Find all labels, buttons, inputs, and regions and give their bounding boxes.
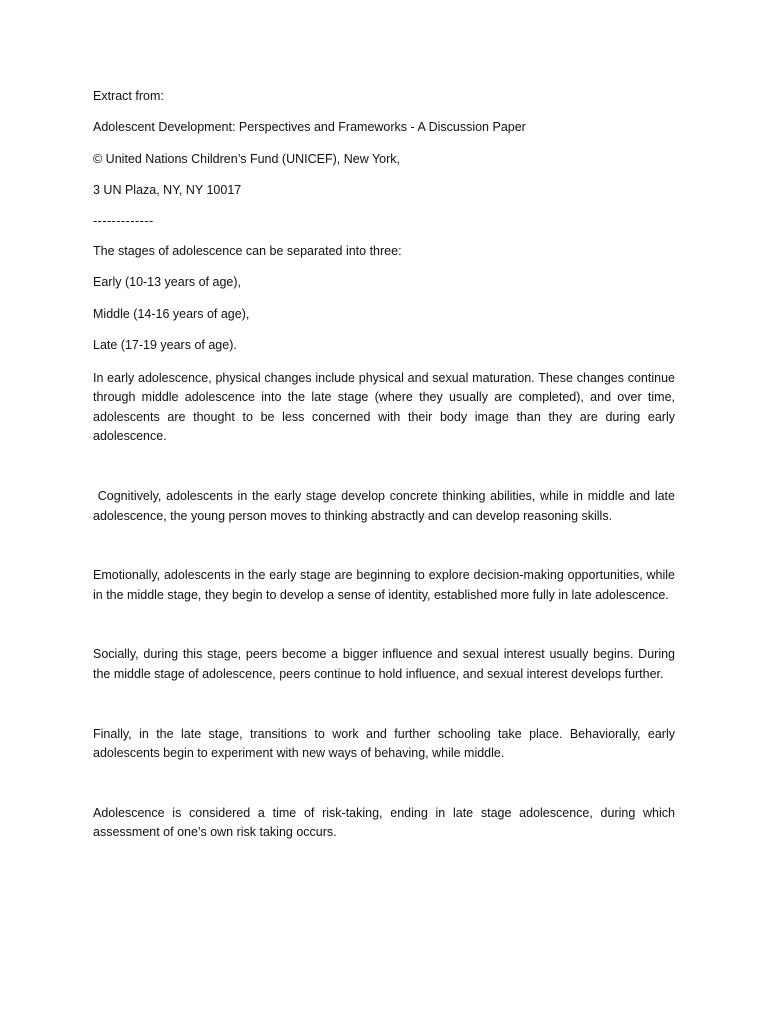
paragraph-gap: [93, 685, 675, 725]
source-citation: [93, 88, 675, 198]
stages-list: [93, 243, 675, 353]
paragraph-social: Socially, during this stage, peers become a bigger influence and sexual interest usually begins. During the middle stage of adolescence, peers continue to hold influence, and sexual interest develops further.: [93, 647, 675, 682]
document-body: [93, 88, 679, 843]
address-line: 3 UN Plaza, NY, NY 10017: [93, 182, 242, 197]
paragraph-emotional: Emotionally, adolescents in the early stage are beginning to explore decision-making opportunities, while in the middle stage, they begin to develop a sense of identity, established more fully in late adolescence.: [93, 568, 675, 602]
paragraph-gap: [93, 764, 675, 804]
paragraph-gap: [93, 605, 675, 645]
extract-label: Extract from:: [93, 89, 164, 103]
stage-item-middle: Middle (14-16 years of age),: [93, 306, 250, 321]
paragraph-gap: [93, 447, 675, 487]
paragraph-gap: [93, 526, 675, 566]
separator-line: -------------: [93, 214, 154, 229]
paragraph-late-stage: Finally, in the late stage, transitions to work and further schooling take place. Behaviorally, early adolescents begin to experiment with new ways of behaving, while middle.: [93, 726, 675, 761]
copyright-line: © United Nations Children’s Fund (UNICEF), New York,: [93, 151, 401, 166]
paragraph-physical: In early adolescence, physical changes include physical and sexual maturation. These changes continue through middle adolescence into the late stage (where they usually are completed), and over time, adolescents are thought to be less concerned with their body image than they are during early adolescence.: [93, 370, 675, 444]
stages-intro: The stages of adolescence can be separated into three:: [93, 244, 402, 259]
stage-item-early: Early (10-13 years of age),: [93, 275, 241, 290]
paragraph-cognitive: Cognitively, adolescents in the early stage develop concrete thinking abilities, while in middle and late adolescence, the young person moves to thinking abstractly and can develop reasoning skills.: [93, 489, 679, 523]
source-title: Adolescent Development: Perspectives and Frameworks - A Discussion Paper: [93, 120, 526, 135]
paragraph-risk-taking: Adolescence is considered a time of risk-taking, ending in late stage adolescence, during which assessment of one’s own risk taking occurs.: [93, 805, 675, 840]
stage-item-late: Late (17-19 years of age).: [93, 338, 237, 353]
